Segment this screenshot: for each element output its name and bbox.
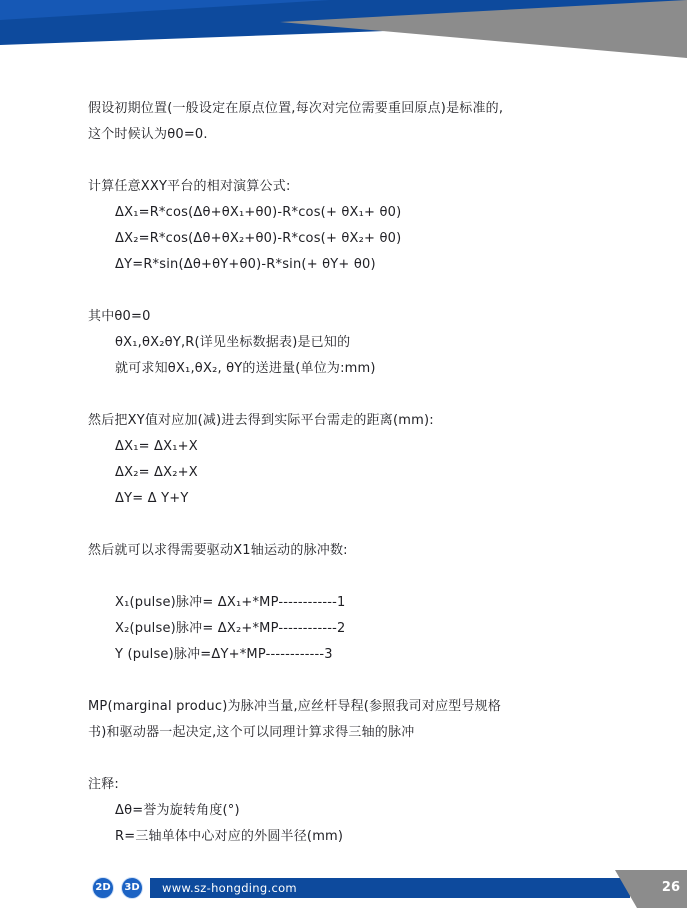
badge-3d: 3D bbox=[121, 877, 143, 899]
note-line: Δθ=誉为旋转角度(°) bbox=[115, 803, 240, 818]
formula-line: X₂(pulse)脉冲= ΔX₂+*MP------------2 bbox=[115, 621, 346, 636]
formula-line: ΔX₁=R*cos(Δθ+θX₁+θ0)-R*cos(+ θX₁+ θ0) bbox=[115, 205, 402, 220]
paragraph-line: 这个时候认为θ0=0. bbox=[88, 127, 208, 142]
formula-line: ΔY=R*sin(Δθ+θY+θ0)-R*sin(+ θY+ θ0) bbox=[115, 257, 376, 272]
section-heading: 注释: bbox=[88, 777, 119, 792]
paragraph-line: 书)和驱动器一起决定,这个可以同理计算求得三轴的脉冲 bbox=[88, 725, 415, 740]
website-link[interactable]: www.sz-hongding.com bbox=[162, 881, 297, 895]
section-heading: 计算任意XXY平台的相对演算公式: bbox=[88, 179, 291, 194]
formula-line: X₁(pulse)脉冲= ΔX₁+*MP------------1 bbox=[115, 595, 346, 610]
section-heading: 然后就可以求得需要驱动X1轴运动的脉冲数: bbox=[88, 543, 348, 558]
main-text bbox=[88, 96, 558, 850]
formula-line: ΔY= Δ Y+Y bbox=[115, 491, 189, 506]
paragraph-line: 就可求知θX₁,θX₂, θY的送进量(单位为:mm) bbox=[115, 361, 376, 376]
note-line: R=三轴单体中心对应的外圆半径(mm) bbox=[115, 829, 344, 844]
paragraph-line: MP(marginal produc)为脉冲当量,应丝杆导程(参照我司对应型号规格 bbox=[88, 699, 502, 714]
formula-line: ΔX₂=R*cos(Δθ+θX₂+θ0)-R*cos(+ θX₂+ θ0) bbox=[115, 231, 402, 246]
formula-line: ΔX₂= ΔX₂+X bbox=[115, 465, 198, 480]
header-banner bbox=[0, 0, 687, 60]
section-heading: 然后把XY值对应加(减)进去得到实际平台需走的距离(mm): bbox=[88, 413, 434, 428]
badge-2d: 2D bbox=[92, 877, 114, 899]
formula-line: ΔX₁= ΔX₁+X bbox=[115, 439, 198, 454]
paragraph-line: θX₁,θX₂θY,R(详见坐标数据表)是已知的 bbox=[115, 335, 351, 350]
paragraph-line: 假设初期位置(一般设定在原点位置,每次对完位需要重回原点)是标准的, bbox=[88, 101, 504, 116]
page-number: 26 bbox=[661, 880, 680, 895]
section-heading: 其中θ0=0 bbox=[88, 309, 151, 324]
formula-line: Y (pulse)脉冲=ΔY+*MP------------3 bbox=[115, 647, 333, 662]
